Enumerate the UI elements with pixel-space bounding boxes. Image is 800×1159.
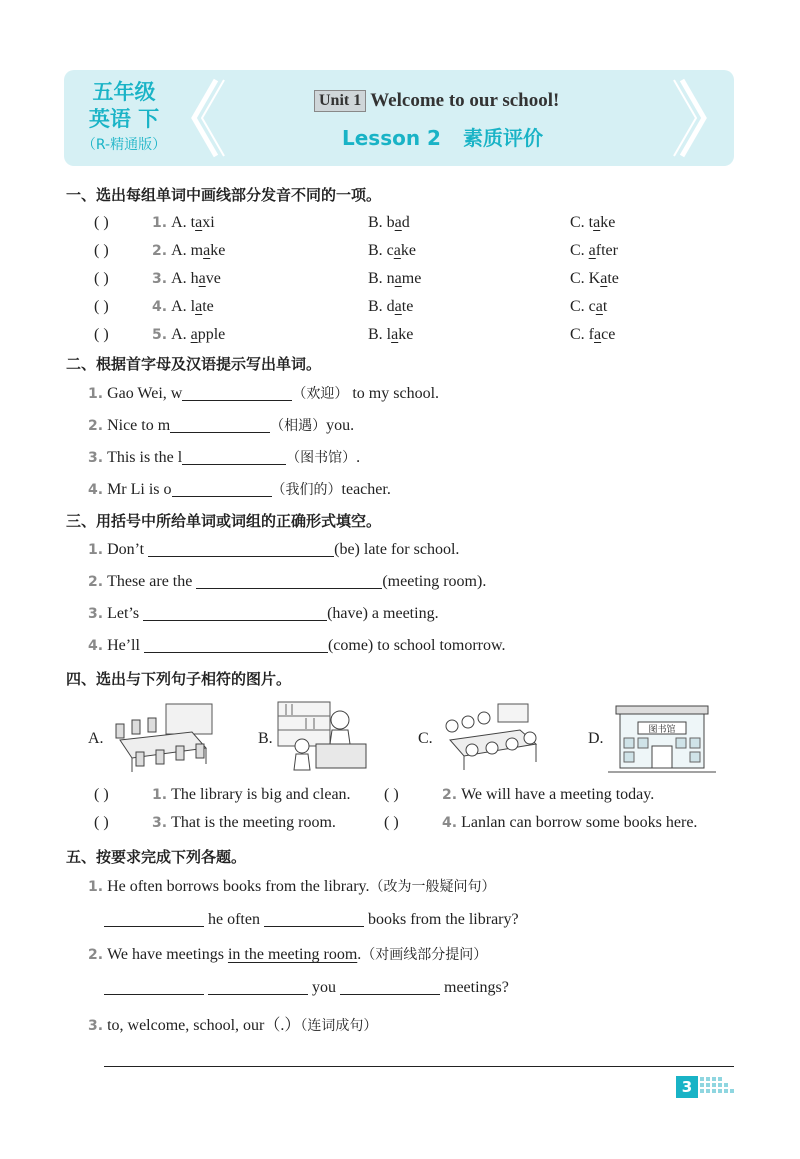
s1-row-4-c: [570, 298, 607, 316]
s1-row-3-c: [570, 270, 619, 288]
answer-blank[interactable]: [143, 604, 327, 621]
answer-blank[interactable]: [264, 910, 364, 927]
underlined-letter: a: [588, 242, 596, 259]
s1-row-1-b: [368, 214, 410, 232]
sentence-start: He’ll: [107, 637, 140, 654]
lesson-heading: [342, 122, 543, 151]
sentence-start: Nice to m: [107, 417, 171, 434]
s2-item-3: [88, 447, 360, 467]
option-label: C.: [570, 214, 585, 231]
item-number: 5.: [152, 327, 168, 343]
word-part: ke: [400, 242, 416, 259]
underlined-letter: a: [394, 270, 402, 287]
option-label: A.: [171, 214, 187, 231]
underlined-letter: a: [600, 270, 608, 287]
option-label: C.: [570, 326, 585, 343]
sentence-text: Lanlan can borrow some books here.: [461, 814, 698, 831]
underlined-letter: a: [393, 242, 401, 259]
sentence-start: These are the: [107, 573, 193, 590]
word-part: t: [602, 298, 608, 315]
underlined-letter: a: [595, 298, 603, 315]
item-number: 3.: [88, 1018, 104, 1034]
unit-title: Welcome to our school!: [370, 90, 560, 111]
instruction-hint: （连词成句）: [300, 1018, 378, 1034]
word-part: d: [386, 298, 395, 315]
answer-paren[interactable]: ( ): [94, 214, 109, 231]
item-number: 3.: [88, 606, 104, 622]
word-part: fter: [595, 242, 618, 259]
lesson-number: Lesson 2: [342, 126, 441, 150]
page-number: 3: [676, 1076, 698, 1098]
section4-title: 四、选出与下列句子相符的图片。: [66, 670, 292, 688]
s1-row-1: [94, 214, 215, 232]
edition-label: （R-精通版）: [81, 137, 167, 153]
answer-blank[interactable]: [340, 978, 440, 995]
underlined-letter: a: [203, 242, 211, 259]
library-sign-text: 图书馆: [648, 725, 676, 735]
word-part: ce: [601, 326, 616, 343]
underlined-letter: a: [195, 298, 203, 315]
sentence-end: teacher.: [341, 481, 391, 498]
item-number: 2.: [88, 947, 104, 963]
word-part: te: [202, 298, 214, 315]
section3-title: 三、用括号中所给单词或词组的正确形式填空。: [66, 512, 382, 530]
item-number: 2.: [152, 243, 168, 259]
word-part: pple: [197, 326, 226, 343]
s1-row-3-b: [368, 270, 421, 288]
answer-blank[interactable]: [104, 978, 204, 995]
s5-q2: [88, 944, 487, 964]
s4-item-3: [94, 814, 336, 832]
answer-line[interactable]: [104, 1066, 734, 1067]
word-part: ke: [600, 214, 616, 231]
section5-title: 五、按要求完成下列各题。: [66, 848, 247, 866]
option-label: C.: [570, 242, 585, 259]
s1-row-3: [94, 270, 221, 288]
word-part: t: [190, 214, 196, 231]
word-part: n: [386, 270, 395, 287]
answer-paren[interactable]: ( ): [384, 814, 399, 831]
option-label: C.: [570, 298, 585, 315]
word-part: ke: [398, 326, 414, 343]
s3-item-3: [88, 604, 439, 623]
sentence-end: (have) a meeting.: [327, 605, 439, 622]
word-part: me: [401, 270, 422, 287]
question-end: .: [357, 946, 362, 963]
answer-blank[interactable]: [182, 384, 292, 401]
option-label: A.: [171, 298, 187, 315]
s1-row-2: [94, 242, 225, 260]
word-part: f: [588, 326, 594, 343]
word-part: K: [588, 270, 601, 287]
item-number: 3.: [152, 271, 168, 287]
s2-item-4: [88, 479, 391, 499]
answer-end: books from the library?: [363, 911, 519, 928]
s5-q2-answer: [104, 978, 509, 997]
s1-row-2-b: [368, 242, 416, 260]
underlined-letter: a: [394, 298, 402, 315]
s3-item-1: [88, 540, 459, 559]
picture-c-meeting: [436, 700, 546, 777]
sentence-start: Mr Li is o: [107, 481, 172, 498]
sentence-text: We will have a meeting today.: [461, 786, 655, 803]
answer-paren[interactable]: ( ): [94, 242, 109, 259]
item-number: 1.: [88, 879, 104, 895]
option-label: A.: [171, 326, 187, 343]
chinese-hint: （图书馆）: [286, 450, 357, 466]
left-chevron-icon: [186, 76, 226, 160]
word-part: ve: [205, 270, 221, 287]
item-number: 1.: [152, 787, 168, 803]
sentence-end: to my school.: [348, 385, 440, 402]
picture-label-d: D.: [588, 730, 604, 747]
option-label: C.: [570, 270, 585, 287]
word-part: l: [190, 298, 196, 315]
sentence-end: you.: [326, 417, 355, 434]
answer-paren[interactable]: ( ): [94, 298, 109, 315]
answer-end: meetings?: [440, 979, 509, 996]
s4-item-4: [384, 814, 697, 832]
item-number: 2.: [88, 418, 104, 434]
word-part: t: [588, 214, 594, 231]
word-part: d: [401, 214, 410, 231]
underlined-letter: a: [195, 214, 203, 231]
underlined-letter: a: [593, 214, 601, 231]
chinese-hint: （我们的）: [271, 482, 342, 498]
answer-paren[interactable]: ( ): [94, 786, 109, 803]
page-dots-icon: [700, 1077, 736, 1102]
answer-middle: you: [308, 979, 340, 996]
question-text: We have meetings: [107, 946, 228, 963]
instruction-hint: （改为一般疑问句）: [369, 879, 496, 895]
word-part: te: [401, 298, 414, 315]
item-number: 3.: [152, 815, 168, 831]
answer-blank[interactable]: [144, 636, 328, 653]
underlined-letter: a: [394, 214, 402, 231]
sentence-end: .: [356, 449, 361, 466]
underlined-letter: a: [198, 270, 206, 287]
picture-a-meeting-room: [106, 700, 216, 777]
underlined-phrase: in the meeting room: [227, 946, 358, 963]
answer-paren[interactable]: ( ): [94, 270, 109, 287]
underlined-letter: a: [190, 326, 198, 343]
picture-label-a: A.: [88, 730, 104, 747]
option-label: A.: [171, 242, 187, 259]
sentence-start: Let’s: [107, 605, 140, 622]
option-label: B.: [368, 214, 383, 231]
sentence-text: The library is big and clean.: [171, 786, 351, 803]
lesson-title: 素质评价: [462, 126, 543, 150]
answer-paren[interactable]: ( ): [94, 814, 109, 831]
answer-middle: he often: [204, 911, 264, 928]
subject-label: 英语 下: [88, 107, 160, 131]
word-part: b: [386, 214, 395, 231]
s3-item-2: [88, 572, 486, 591]
unit-heading: [314, 90, 559, 112]
grade-label: 五年级: [92, 80, 156, 104]
section2-title: 二、根据首字母及汉语提示写出单词。: [66, 355, 322, 373]
answer-blank[interactable]: [170, 416, 270, 433]
answer-blank[interactable]: [148, 540, 334, 557]
word-part: h: [190, 270, 199, 287]
item-number: 4.: [88, 638, 104, 654]
chinese-hint: （相遇）: [270, 418, 327, 434]
right-chevron-icon: [672, 76, 712, 160]
answer-blank[interactable]: [208, 978, 308, 995]
word-part: xi: [202, 214, 215, 231]
s5-q1: [88, 876, 496, 896]
s1-row-1-c: [570, 214, 615, 232]
option-label: A.: [171, 270, 187, 287]
item-number: 1.: [152, 215, 168, 231]
section1-title: 一、选出每组单词中画线部分发音不同的一项。: [66, 186, 382, 204]
item-number: 1.: [88, 542, 104, 558]
picture-d-library-building: [608, 700, 716, 779]
sentence-text: That is the meeting room.: [171, 814, 336, 831]
sentence-end: (meeting room).: [382, 573, 487, 590]
question-text: He often borrows books from the library.: [107, 878, 370, 895]
s1-row-5-c: [570, 326, 615, 344]
sentence-end: (be) late for school.: [334, 541, 460, 558]
item-number: 4.: [442, 815, 458, 831]
s5-q3: [88, 1012, 377, 1035]
sentence-start: This is the l: [107, 449, 183, 466]
word-part: c: [386, 242, 394, 259]
word-part: c: [588, 298, 596, 315]
instruction-hint: （对画线部分提问）: [361, 947, 488, 963]
word-part: te: [607, 270, 619, 287]
answer-paren[interactable]: ( ): [94, 326, 109, 343]
word-part: m: [190, 242, 204, 259]
option-label: B.: [368, 242, 383, 259]
answer-blank[interactable]: [172, 480, 272, 497]
item-number: 2.: [88, 574, 104, 590]
chinese-hint: （欢迎）: [292, 386, 349, 402]
option-label: B.: [368, 270, 383, 287]
header-banner: [64, 70, 734, 166]
s1-row-2-c: [570, 242, 618, 260]
picture-label-b: B.: [258, 730, 273, 747]
sentence-start: Gao Wei, w: [107, 385, 183, 402]
word-part: l: [386, 326, 392, 343]
s4-item-2: [384, 786, 654, 804]
item-number: 4.: [152, 299, 168, 315]
underlined-letter: a: [391, 326, 399, 343]
answer-blank[interactable]: [196, 572, 382, 589]
option-label: B.: [368, 326, 383, 343]
underlined-letter: a: [594, 326, 602, 343]
s3-item-4: [88, 636, 506, 655]
word-part: ke: [210, 242, 226, 259]
s1-row-5-b: [368, 326, 413, 344]
question-text: to, welcome, school, our（.）: [107, 1017, 301, 1034]
answer-paren[interactable]: ( ): [384, 786, 399, 803]
s1-row-5: [94, 326, 225, 344]
s1-row-4: [94, 298, 214, 316]
s5-q1-answer: [104, 910, 519, 929]
sentence-end: (come) to school tomorrow.: [327, 637, 506, 654]
sentence-start: Don’t: [107, 541, 145, 558]
answer-blank[interactable]: [182, 448, 286, 465]
item-number: 1.: [88, 386, 104, 402]
grade-block: [64, 70, 184, 166]
s2-item-2: [88, 415, 354, 435]
item-number: 3.: [88, 450, 104, 466]
item-number: 4.: [88, 482, 104, 498]
picture-label-c: C.: [418, 730, 433, 747]
picture-b-library-desk: [276, 700, 368, 781]
option-label: B.: [368, 298, 383, 315]
unit-tag: Unit 1: [314, 90, 366, 112]
s1-row-4-b: [368, 298, 413, 316]
answer-blank[interactable]: [104, 910, 204, 927]
item-number: 2.: [442, 787, 458, 803]
s4-item-1: [94, 786, 351, 804]
s2-item-1: [88, 383, 439, 403]
